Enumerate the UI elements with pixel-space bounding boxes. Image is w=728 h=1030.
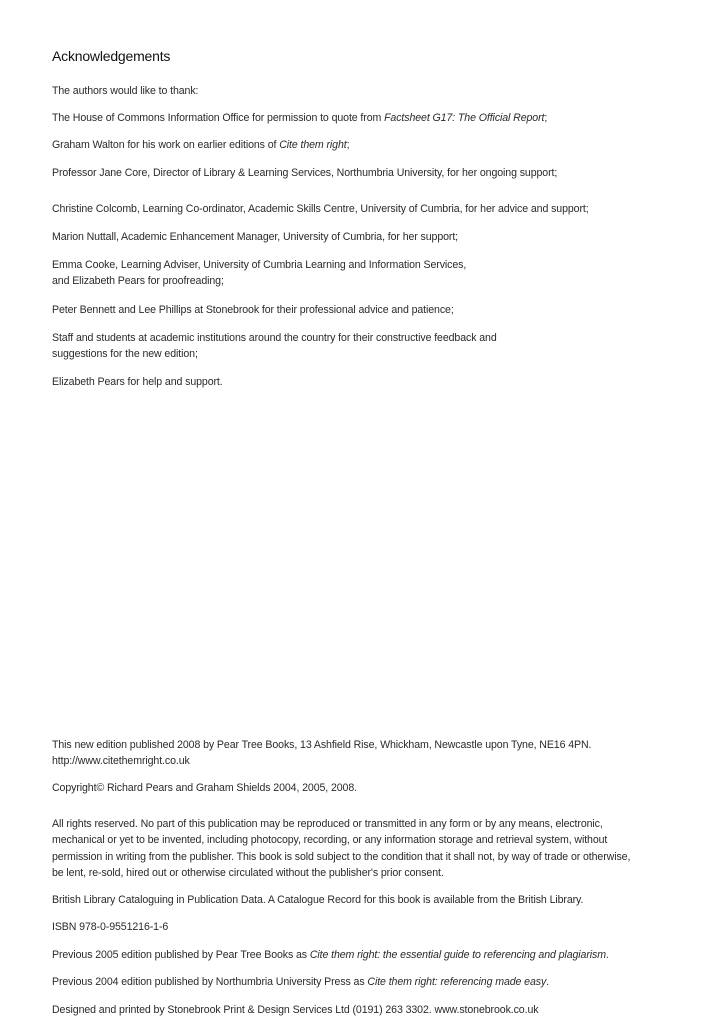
- text: Previous 2004 edition published by Northumbria University Press as: [52, 976, 368, 988]
- copyright: Copyright© Richard Pears and Graham Shields 2004, 2005, 2008.: [52, 782, 357, 794]
- line: suggestions for the new edition;: [52, 348, 198, 361]
- line: be lent, re-sold, hired out or otherwise circulated without the publisher's prior consent.: [52, 866, 444, 879]
- thanks-staff-students: [52, 330, 497, 363]
- website-url: http://www.citethemright.co.uk: [52, 755, 190, 768]
- text: Graham Walton for his work on earlier editions of: [52, 139, 280, 151]
- text: .: [546, 976, 549, 988]
- thanks-emma-cooke: [52, 257, 466, 290]
- text: ;: [544, 112, 548, 124]
- thanks-house-of-commons: [52, 110, 547, 126]
- previous-2004-edition: [52, 974, 549, 990]
- rights-reserved: [52, 816, 630, 881]
- line: Emma Cooke, Learning Adviser, University of Cumbria Learning and Information Services,: [52, 259, 467, 271]
- page-title: Acknowledgements: [52, 48, 171, 64]
- line: All rights reserved. No part of this publication may be reproduced or transmitted in any form or by any means, electronic,: [52, 818, 603, 830]
- intro-text: The authors would like to thank:: [52, 85, 199, 97]
- thanks-jane-core: Professor Jane Core, Director of Library & Learning Services, Northumbria University, for her ongoing support;: [52, 167, 558, 179]
- printer-info: Designed and printed by Stonebrook Print & Design Services Ltd (0191) 263 3302. www.stonebrook.co.uk: [52, 1004, 539, 1016]
- text: .: [605, 949, 609, 961]
- thanks-stonebrook: Peter Bennett and Lee Phillips at Stonebrook for their professional advice and patience;: [52, 304, 454, 316]
- thanks-christine-colcomb: Christine Colcomb, Learning Co-ordinator, Academic Skills Centre, University of Cumbria, for her advice and support;: [52, 203, 589, 215]
- text: Previous 2005 edition published by Pear Tree Books as: [52, 949, 310, 961]
- previous-2005-edition: [52, 947, 609, 963]
- text: The House of Commons Information Office for permission to quote from: [52, 112, 385, 124]
- thanks-marion-nuttall: Marion Nuttall, Academic Enhancement Manager, University of Cumbria, for her support;: [52, 231, 459, 243]
- edition-info: [52, 737, 591, 770]
- line: permission in writing from the publisher. This book is sold subject to the condition that it shall not, by way of trade or otherwise,: [52, 850, 631, 863]
- line: mechanical or yet to be invented, including photocopy, recording, or any information storage and retrieval system, without: [52, 834, 608, 847]
- line: Staff and students at academic institutions around the country for their constructive feedback and: [52, 332, 497, 344]
- title-italic: Cite them right: the essential guide to referencing and plagiarism: [309, 949, 606, 961]
- thanks-graham-walton: [52, 137, 349, 153]
- title-italic: Factsheet G17: The Official Report: [384, 112, 545, 124]
- text: ;: [346, 139, 350, 151]
- line: This new edition published 2008 by Pear Tree Books, 13 Ashfield Rise, Whickham, Newcastle upon Tyne, NE16 4PN.: [52, 739, 592, 751]
- title-italic: Cite them right: referencing made easy: [367, 976, 547, 988]
- thanks-elizabeth-pears: Elizabeth Pears for help and support.: [52, 376, 223, 388]
- title-italic: Cite them right: [279, 139, 347, 151]
- isbn: ISBN 978-0-9551216-1-6: [52, 921, 169, 933]
- cip-data: British Library Cataloguing in Publication Data. A Catalogue Record for this book is available from the British Library.: [52, 894, 584, 906]
- line: and Elizabeth Pears for proofreading;: [52, 275, 224, 288]
